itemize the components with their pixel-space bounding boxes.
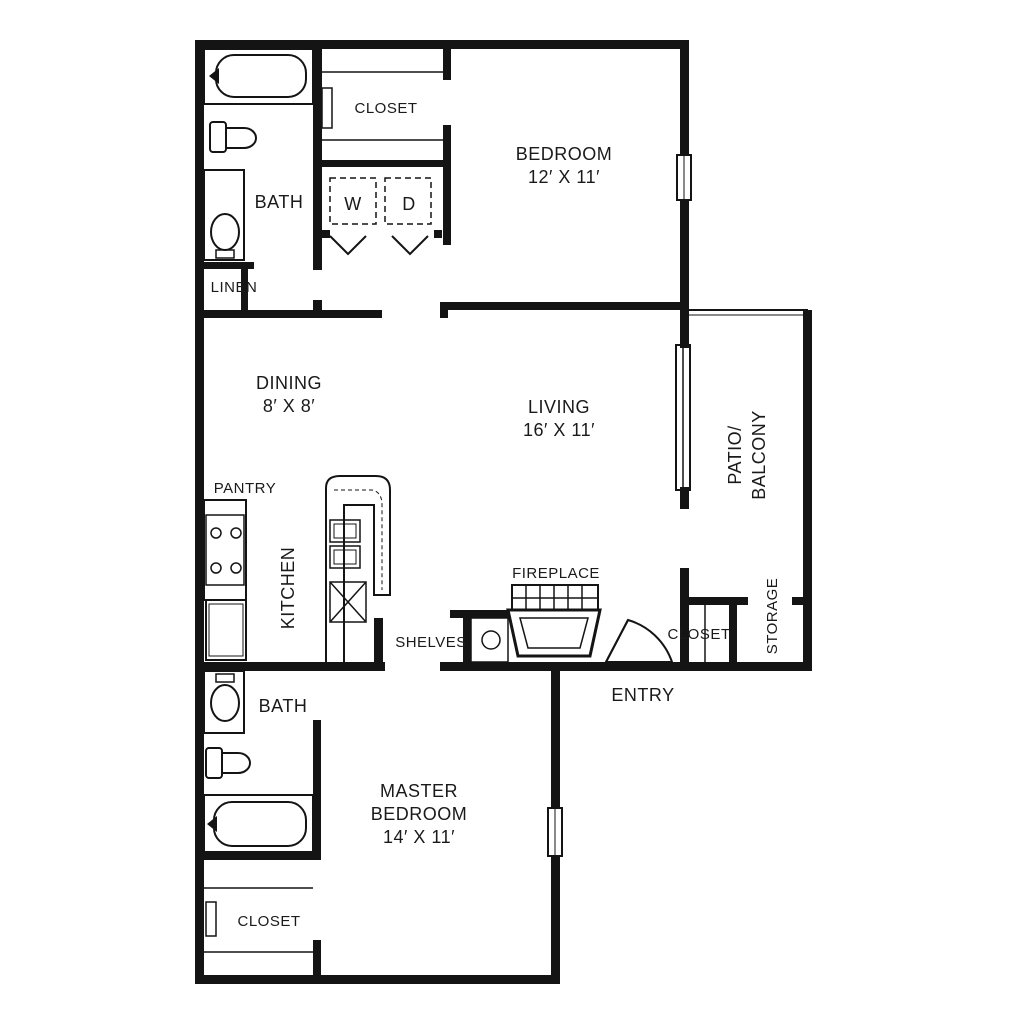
fireplace-label: FIREPLACE: [512, 565, 600, 582]
patio-label-line2: BALCONY: [749, 410, 769, 500]
kitchen-label: KITCHEN: [278, 546, 298, 630]
sink-bottom-icon: [204, 671, 244, 733]
closet-top-label: CLOSET: [354, 100, 418, 117]
entry-label: ENTRY: [611, 685, 675, 705]
closet-entry-label: CLOSET: [667, 626, 731, 643]
dryer-label: D: [402, 194, 416, 214]
sink-top-icon: [204, 170, 244, 260]
windows: [548, 155, 808, 856]
dining-size: 8′ X 8′: [262, 396, 316, 416]
master-label-line2: BEDROOM: [370, 804, 468, 824]
washer-dryer-icon: [322, 178, 442, 254]
toilet-top-icon: [210, 122, 256, 152]
kitchen-counter-icon: [326, 476, 390, 668]
master-size: 14′ X 11′: [383, 827, 455, 847]
patio-label-line1: PATIO/: [725, 425, 745, 485]
fireplace-icon: [508, 585, 600, 656]
bath-bottom-label: BATH: [258, 696, 308, 716]
toilet-bottom-icon: [206, 748, 250, 778]
water-heater-icon: [471, 618, 508, 662]
refrigerator-icon: [206, 600, 246, 660]
interior-walls: [195, 40, 812, 984]
bathtub-top-icon: [204, 49, 313, 104]
entry-door-icon: [606, 620, 672, 662]
linen-label: LINEN: [210, 279, 258, 296]
bedroom-size: 12′ X 11′: [528, 167, 600, 187]
living-size: 16′ X 11′: [523, 420, 595, 440]
shelves-label: SHELVES: [395, 634, 467, 651]
closet-bottom-label: CLOSET: [237, 913, 301, 930]
dining-label: DINING: [256, 373, 322, 393]
pantry-label: PANTRY: [213, 480, 277, 497]
master-label-line1: MASTER: [379, 781, 459, 801]
range-icon: [204, 500, 246, 600]
living-label: LIVING: [527, 397, 591, 417]
bedroom-label: BEDROOM: [515, 144, 613, 164]
washer-label: W: [344, 194, 362, 214]
bath-top-label: BATH: [254, 192, 304, 212]
bathtub-bottom-icon: [204, 795, 313, 852]
storage-label: STORAGE: [764, 577, 781, 655]
